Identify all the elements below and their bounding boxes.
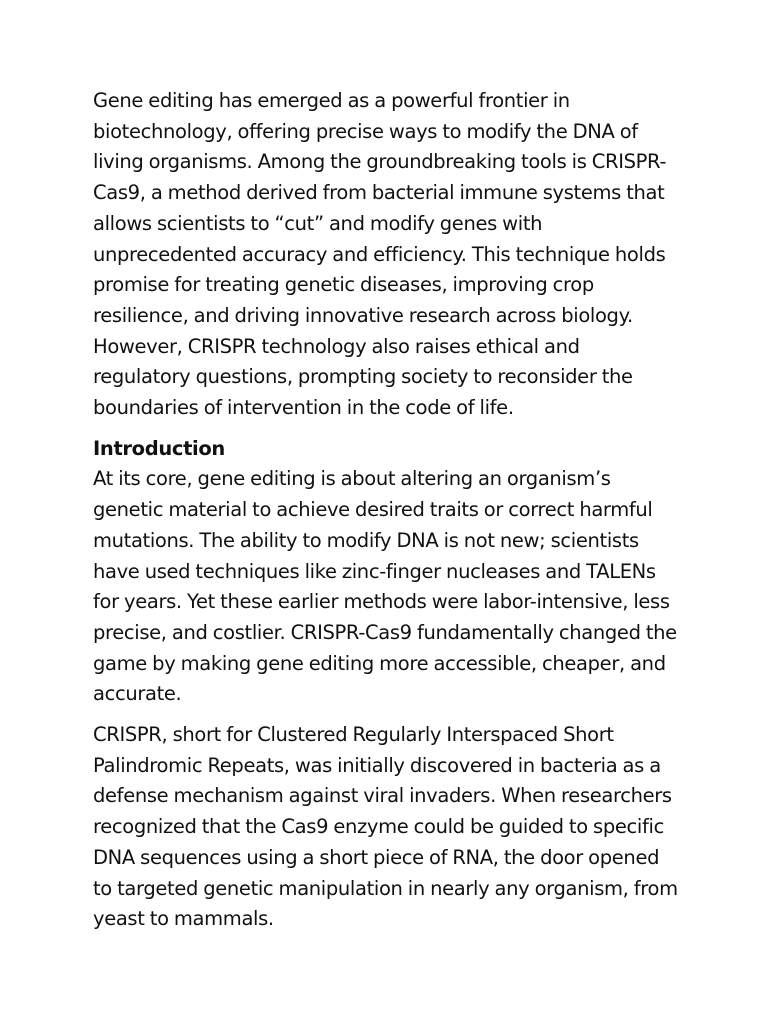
section-heading: Introduction	[93, 436, 225, 460]
intro-paragraph: Gene editing has emerged as a powerful frontier in biotechnology, offering precise ways to modify the DNA of living organisms. Among the groundbreaking tools is CRISPR-Cas9, a method derived from bacterial immune systems that allows scientists to “cut” and modify genes with unprecedented accuracy and efficiency. This technique holds promise for treating genetic diseases, improving crop resilience, and driving innovative research across biology. However, CRISPR technology also raises ethical and regulatory questions, prompting society to reconsider the boundaries of intervention in the code of life.	[93, 89, 667, 420]
document-page	[93, 86, 678, 945]
section-paragraph: CRISPR, short for Clustered Regularly Interspaced Short Palindromic Repeats, was initially discovered in bacteria as a defense mechanism against viral invaders. When researchers recognized that the Cas9 enzyme could be guided to specific DNA sequences using a short piece of RNA, the door opened to targeted genetic manipulation in nearly any organism, from yeast to mammals.	[93, 723, 678, 931]
section-paragraph: At its core, gene editing is about altering an organism’s genetic material to achieve desired traits or correct harmful mutations. The ability to modify DNA is not new; scientists have used techniques like zinc-finger nucleases and TALENs for years. Yet these earlier methods were labor-intensive, less precise, and costlier. CRISPR-Cas9 fundamentally changed the game by making gene editing more accessible, cheaper, and accurate.	[93, 467, 677, 706]
